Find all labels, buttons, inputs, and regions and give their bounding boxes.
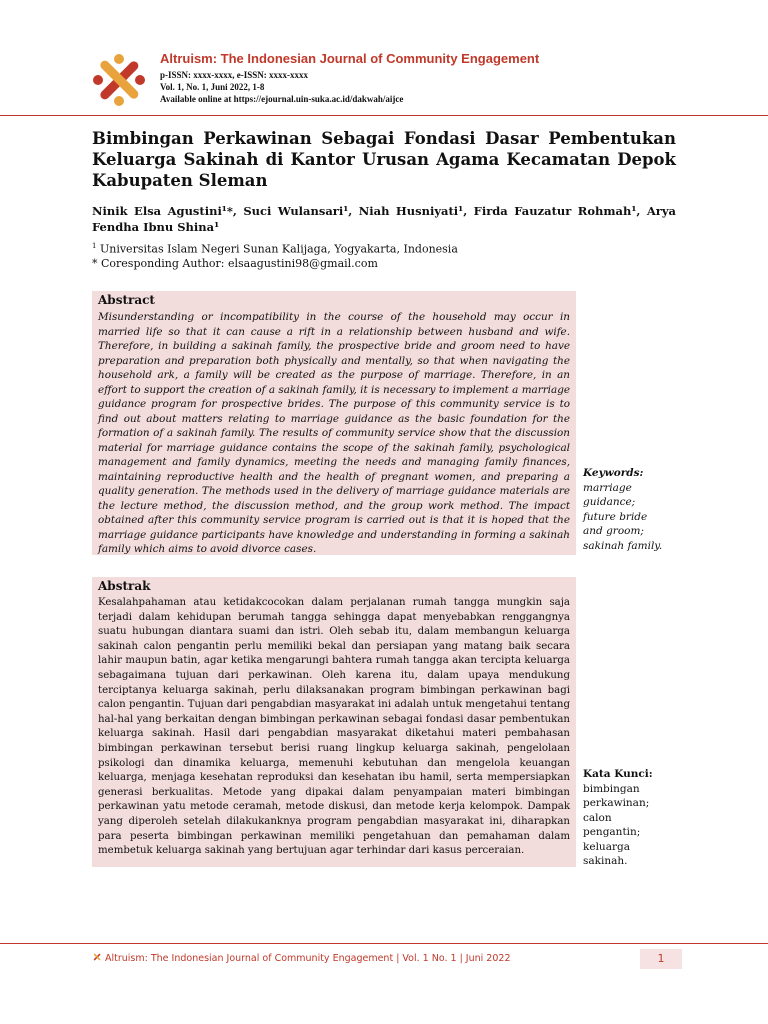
journal-header [90,48,690,108]
keyword-line: marriage [583,481,632,494]
keyword-line: and groom; [583,525,644,537]
footer [92,952,511,964]
header-divider [0,115,768,116]
available-line[interactable]: Available online at https://ejournal.uin-suka.ac.id/dakwah/aijce [160,94,404,104]
keywords-id [583,767,693,869]
journal-logo-icon [90,51,148,109]
keyword-line: perkawinan; [583,797,650,809]
keyword-line: keluarga [583,840,630,853]
volume-line: Vol. 1, No. 1, Juni 2022, 1-8 [160,82,265,92]
affiliation-mark: 1 [92,242,97,250]
keywords-en [583,466,693,553]
author-list: Ninik Elsa Agustini¹*, Suci Wulansari¹, Niah Husniyati¹, Firda Fauzatur Rohmah¹, Arya Fendha Ibnu Shina¹ [92,204,676,234]
keyword-line: guidance; [583,496,636,508]
keyword-line: sakinah family. [583,539,663,552]
abstract-id-heading: Abstrak [98,579,151,593]
affiliation-text: Universitas Islam Negeri Sunan Kalijaga, Yogyakarta, Indonesia [99,242,458,256]
abstract-en-box [92,291,576,555]
keywords-id-label: Kata Kunci: [583,768,653,780]
abstract-en-heading: Abstract [98,293,155,307]
affiliation [92,242,458,256]
keyword-line: future bride [583,510,648,523]
keywords-en-label: Keywords: [583,467,644,479]
keyword-line: sakinah. [583,855,628,867]
abstract-id-box [92,577,576,867]
keyword-line: calon [583,811,612,824]
footer-logo-icon [92,952,102,962]
footer-text: Altruism: The Indonesian Journal of Community Engagement | Vol. 1 No. 1 | Juni 2022 [105,953,511,964]
abstract-en-text: Misunderstanding or incompatibility in the course of the household may occur in married life so that it can cause a rift in a relationship between husband and wife. Therefore, in building a sakinah family, the prospective bride and groom need to have preparation and preparation both physically and mentally, so that when navigating the household ark, a family will be created as the purpose of marriage. Therefore, in an effort to support the creation of a sakinah family, it is necessary to implement a marriage guidance program for prospective brides. The purpose of this community service is to find out about matters relating to marriage guidance as the basic foundation for the formation of a sakinah family. The results of community service show that the discussion material for marriage guidance contains the scope of the sakinah family, psychological management and family dynamics, meeting the needs and managing family finances, maintaining reproductive health and the health of pregnant women, and preparing a quality generation. The methods used in the delivery of marriage guidance materials are the lecture method, the discussion method, and the group work method. The impact obtained after this community service program is carried out is that it is hoped that the marriage guidance participants have knowledge and understanding in forming a sakinah family which aims to avoid divorce cases. [98,311,570,555]
abstract-id-text: Kesalahpahaman atau ketidakcocokan dalam perjalanan rumah tangga mungkin saja terjadi dalam kehidupan berumah tangga sehingga dapat menyebabkan renggangnya suatu hubungan diantara suami dan istri. Oleh sebab itu, dalam membangun keluarga sakinah calon pengantin perlu memiliki bekal dan persiapan yang matang baik secara lahir maupun batin, agar ketika mengarungi bahtera rumah tangga akan tercipta keluarga sebagaimana tujuan dari perkawinan. Oleh karena itu, dalam upaya mendukung terciptanya keluarga sakinah, perlu dilaksanakan program bimbingan perkawinan bagi calon pengantin. Tujuan dari pengabdian masyarakat ini adalah untuk mengetahui tentang hal-hal yang berkaitan dengan bimbingan perkawinan sebagai fondasi dasar pembentukan keluarga sakinah. Hasil dari pengabdian masyarakat diketahui materi pembahasan bimbingan perkawinan tersebut berisi ruang lingkup keluarga sakinah, pengelolaan psikologi dan dinamika keluarga, memenuhi kebutuhan dan mengelola keuangan keluarga, menjaga kesehatan reproduksi dan kesehatan ibu hamil, serta mempersiapkan generasi berkualitas. Metode yang dipakai dalam penyampaian materi bimbingan perkawinan yatu metode ceramah, metode diskusi, dan metode kerja kelompok. Dampak yang diperoleh setelah dilakukanknya program pengabdian masyarakat ini, diharapkan para peserta bimbingan perkawinan memiliki pengetahuan dan pemahaman dalam membetuk keluarga sakinah yang bertujuan agar terhindar dari kasus perceraian. [98,597,570,857]
page-number: 1 [640,949,682,969]
footer-divider [0,943,768,944]
issn-line: p-ISSN: xxxx-xxxx, e-ISSN: xxxx-xxxx [160,70,309,80]
keyword-line: pengantin; [583,826,641,838]
keyword-line: bimbingan [583,782,640,795]
article-title: Bimbingan Perkawinan Sebagai Fondasi Dasar Pembentukan Keluarga Sakinah di Kantor Urusan Agama Kecamatan Depok Kabupaten Sleman [92,129,676,190]
journal-title: Altruism: The Indonesian Journal of Community Engagement [160,51,540,66]
corresponding-author: * Coresponding Author: elsaagustini98@gmail.com [92,257,378,270]
